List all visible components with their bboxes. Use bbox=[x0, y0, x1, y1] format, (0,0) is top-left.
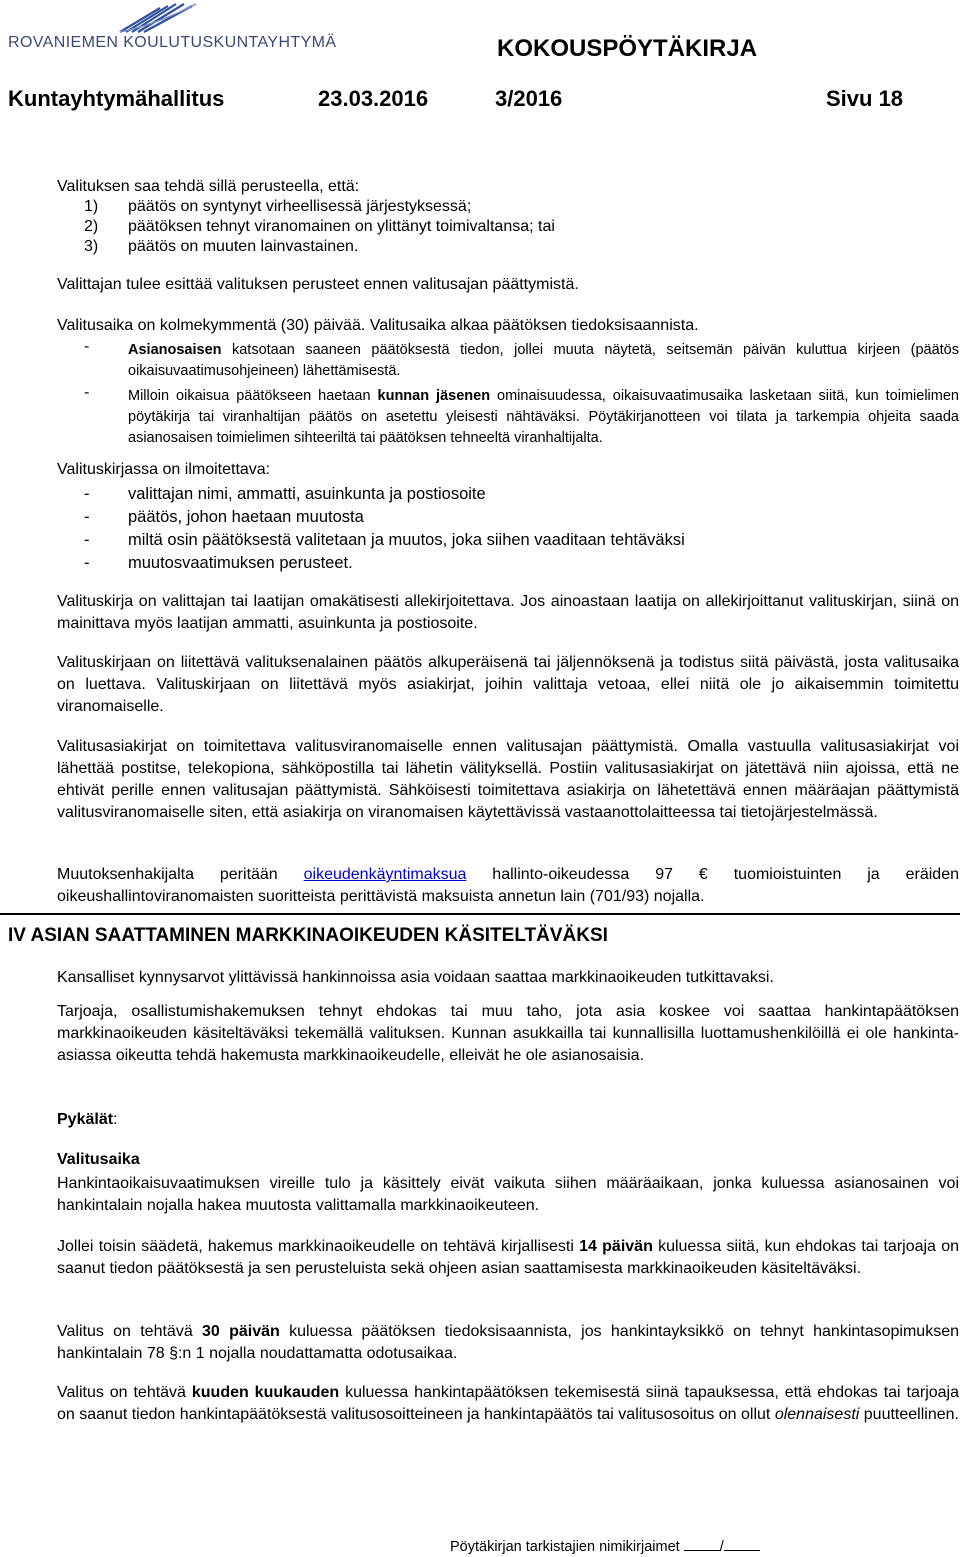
ground-text: päätös on muuten lainvastainen. bbox=[128, 238, 359, 255]
logo-emblem-icon bbox=[8, 2, 208, 36]
ground-number: 3) bbox=[84, 238, 99, 255]
valitusaika-heading: Valitusaika bbox=[57, 1151, 140, 1168]
paragraph-14-days: Jollei toisin säädetä, hakemus markkinaoikeudelle on tehtävä kirjallisesti 14 päivän kuluessa siitä, kun ehdokas tai tarjoaja on saanut tiedon päätöksestä ja sen perusteluista sekä ohjeen asian saattamisesta markkinaoikeuden käsiteltäväksi. bbox=[57, 1238, 959, 1277]
list-item: - valittajan nimi, ammatti, asuinkunta ja postiosoite bbox=[84, 485, 486, 503]
paragraph-delivery: Valitusasiakirjat on toimitettava valitusviranomaiselle ennen valitusajan päättymistä. Omalla vastuulla valitusasiakirjat voi lähettää postitse, telekopiona, sähköpostilla tai lähetin välityksellä. Postiin valitusasiakirjat on jätettävä niin ajoissa, että ne ehtivät perille ennen valitusajan päättymistä. Sähköisesti toimitettava asiakirja on lähetettävä ennen määräajan päättymistä valitusviranomaiselle siten, että asiakirja on viranomaisen käytettävissä vastaanottolaitteessa tai tietojärjestelmässä. bbox=[57, 738, 959, 821]
bullet-text: ominaisuudessa, oikaisuvaatimusaika lasketaan siitä, kun toimielimen pöytäkirja tai viranhaltijan päätös on asetettu yleisesti nähtäväksi. Pöytäkirjanotteen voi tilata ja tarkempia ohjeita saada asianosaisen toimielimen sihteeriltä tai päätöksen tehneeltä viranhaltijalta. bbox=[128, 388, 959, 446]
list-item: - muutosvaatimuksen perusteet. bbox=[84, 554, 353, 572]
bold-term: kunnan jäsenen bbox=[377, 388, 491, 404]
paragraph-signature: Valituskirja on valittajan tai laatijan omakätisesti allekirjoitettava. Jos ainoastaan laatija on allekirjoittanut valituskirjan, siinä on mainittava myös laatijan ammatti, asuinkunta ja postiosoite. bbox=[57, 593, 959, 632]
paragraph-period: Valitusaika on kolmekymmentä (30) päivää. Valitusaika alkaa päätöksen tiedoksisaannista. bbox=[57, 317, 699, 334]
paragraph-who-may-appeal: Tarjoaja, osallistumishakemuksen tehnyt ehdokas tai muu taho, jota asia koskee voi saattaa hankintapäätöksen markkinaoikeuden käsiteltäväksi tekemällä valituksen. Kunnan asukkailla tai kunnallisilla luottamushenkilöillä ei ole hankinta-asiassa oikeutta tehdä hakemusta markkinaoikeudelle, elleivät he ole asianosaisia. bbox=[57, 1003, 959, 1064]
bold-term: Asianosaisen bbox=[128, 342, 222, 358]
section-divider bbox=[0, 913, 960, 915]
court-fee-link[interactable]: oikeudenkäyntimaksua bbox=[303, 866, 467, 883]
bullet-municipal-member bbox=[128, 386, 959, 449]
initials-blank[interactable] bbox=[724, 1536, 760, 1551]
paragraph-grounds: Valittajan tulee esittää valituksen perusteet ennen valitusajan päättymistä. bbox=[57, 276, 579, 293]
ground-text: päätöksen tehnyt viranomainen on ylittänyt toimivaltansa; tai bbox=[128, 218, 555, 235]
bullet-text: Milloin oikaisua päätökseen haetaan bbox=[128, 388, 378, 404]
bullet-notice-receipt bbox=[128, 340, 959, 382]
paragraph-attachments: Valituskirjaan on liitettävä valituksenalainen päätös alkuperäisenä tai jäljennöksenä ja todistus siitä päivästä, josta valitusaika on luettava. Valituskirjaan on liitettävä myös asiakirjat, joihin valittaja vetoaa, ellei niitä ole jo aikaisemmin toimitettu viranomaiselle. bbox=[57, 654, 959, 715]
organ-name: Kuntayhtymähallitus bbox=[8, 86, 225, 111]
list-item: - miltä osin päätöksestä valitetaan ja muutos, joka siihen vaaditaan tehtäväksi bbox=[84, 531, 685, 549]
content-intro: Valituskirjassa on ilmoitettava: bbox=[57, 461, 271, 478]
page-number: Sivu 18 bbox=[826, 86, 904, 111]
list-item: - päätös, johon haetaan muutosta bbox=[84, 508, 364, 526]
ground-text: päätös on syntynyt virheellisessä järjestyksessä; bbox=[128, 198, 472, 215]
bullet-dash: - bbox=[84, 384, 90, 401]
paragraph-six-months: Valitus on tehtävä kuuden kuukauden kuluessa hankintapäätöksen tekemisestä siinä tapauksessa, että ehdokas tai tarjoaja on saanut tiedon hankintapäätöksestä valitusosoitteineen ja hankintapäätös tai valitusosoitus on ollut olennaisesti puutteellinen. bbox=[57, 1384, 960, 1423]
footer-label: Pöytäkirjan tarkistajien nimikirjaimet bbox=[450, 1539, 680, 1555]
bullet-text: katsotaan saaneen päätöksestä tiedon, jollei muuta näytetä, seitsemän päivän kuluttua kirjeen (päätös oikaisuvaatimusohjeineen) lähettämisestä. bbox=[128, 342, 959, 379]
paragraph-fee: Muutoksenhakijalta peritään oikeudenkäyntimaksua hallinto-oikeudessa 97 € tuomioistuinten ja eräiden oikeushallintoviranomaisten suoritteista perittävistä maksuista annetun lain (701/93) nojalla. bbox=[57, 866, 959, 905]
paragraph-30-days: Valitus on tehtävä 30 päivän kuluessa päätöksen tiedoksisaannista, jos hankintayksikkö on tehnyt hankintasopimuksen hankintalain 78 §:n 1 nojalla noudattamatta odotusaikaa. bbox=[57, 1323, 959, 1362]
footer-initials bbox=[450, 1536, 760, 1555]
bullet-dash: - bbox=[84, 338, 90, 355]
pykalat-label: Pykälät: bbox=[57, 1111, 118, 1128]
meeting-date: 23.03.2016 bbox=[318, 86, 429, 111]
appeal-intro: Valituksen saa tehdä sillä perusteella, että: bbox=[57, 178, 360, 195]
organization-logo bbox=[8, 2, 388, 62]
logo-text: ROVANIEMEN KOULUTUSKUNTAYHTYMÄ bbox=[8, 34, 337, 51]
meeting-number: 3/2016 bbox=[495, 86, 563, 111]
section-heading: IV ASIAN SAATTAMINEN MARKKINAOIKEUDEN KÄSITELTÄVÄKSI bbox=[8, 925, 608, 946]
paragraph-thresholds: Kansalliset kynnysarvot ylittävissä hankinnoissa asia voidaan saattaa markkinaoikeuden tutkittavaksi. bbox=[57, 969, 774, 986]
ground-number: 1) bbox=[84, 198, 99, 215]
initials-separator: / bbox=[719, 1539, 724, 1555]
document-type: KOKOUSPÖYTÄKIRJA bbox=[497, 35, 758, 62]
paragraph-procurement-correction: Hankintaoikaisuvaatimuksen vireille tulo ja käsittely eivät vaikuta siihen määräaikaan, jonka kuluessa asianosainen voi hankintalain nojalla hakea muutosta valittamalla markkinaoikeuteen. bbox=[57, 1175, 959, 1214]
initials-blank[interactable] bbox=[684, 1536, 720, 1551]
ground-number: 2) bbox=[84, 218, 99, 235]
